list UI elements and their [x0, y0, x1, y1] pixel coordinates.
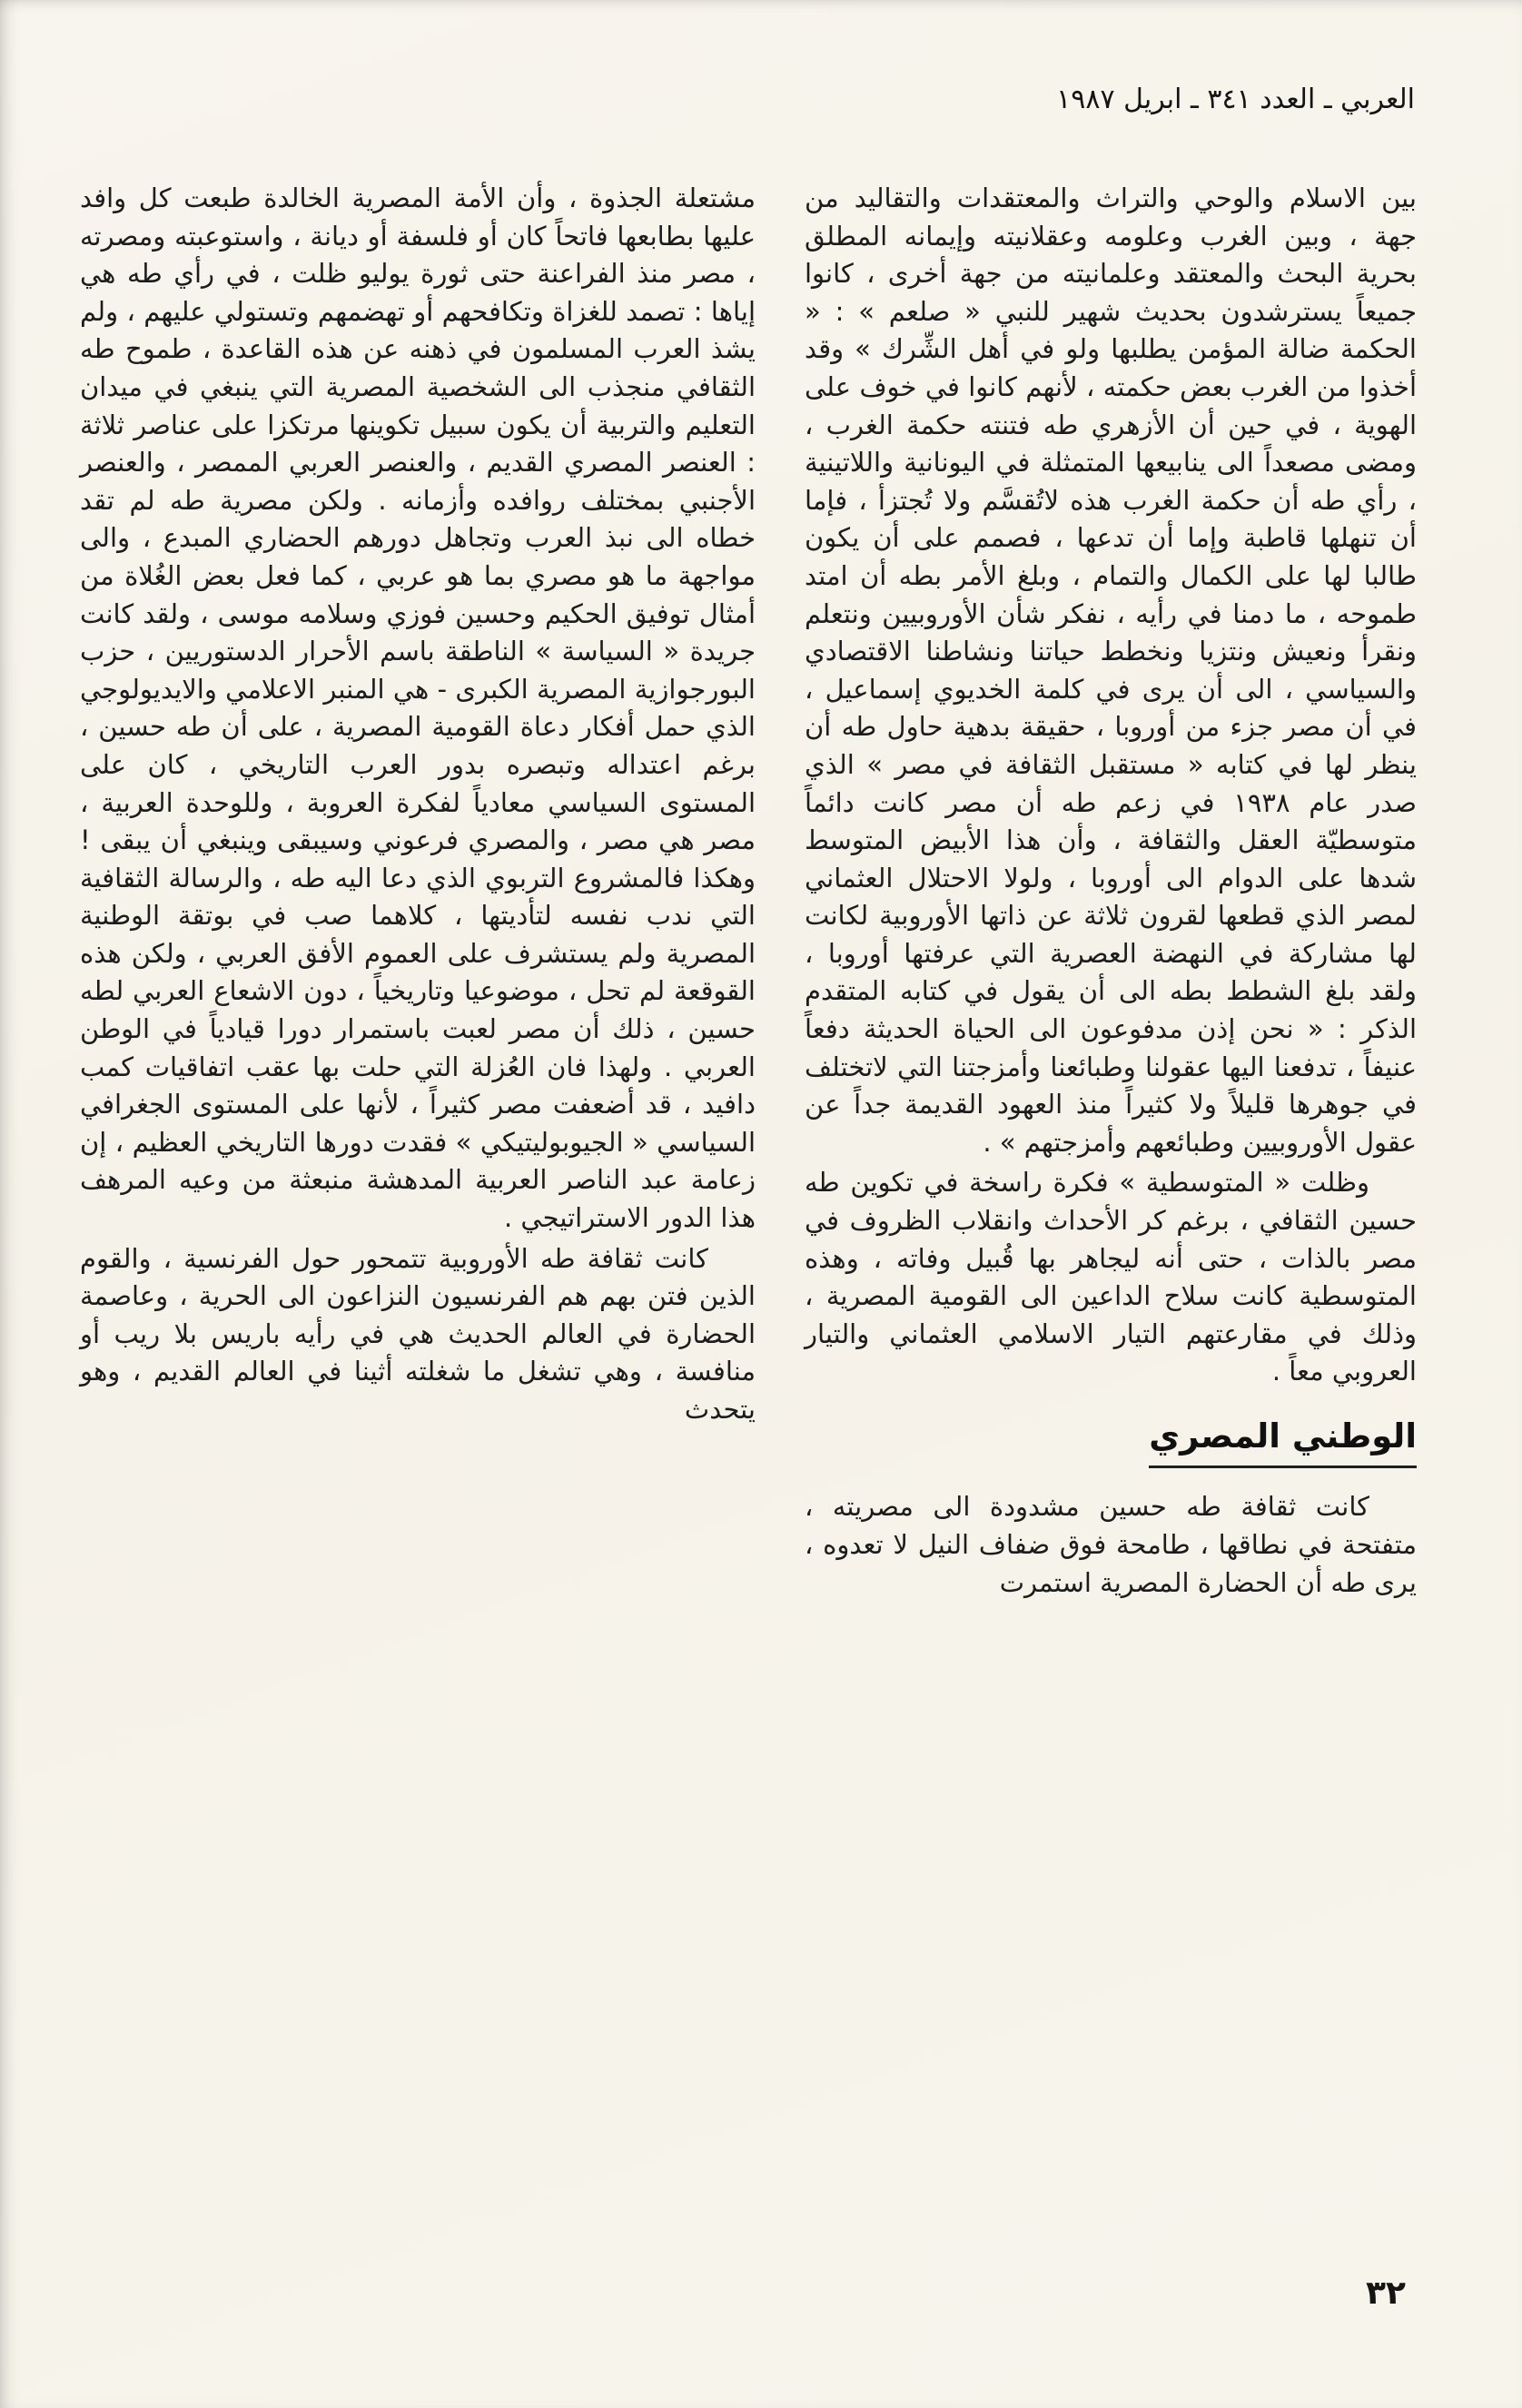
- right-column: [805, 180, 1417, 1602]
- paragraph: كانت ثقافة طه الأوروبية تتمحور حول الفرنسية ، والقوم الذين فتن بهم هم الفرنسيون النزاعون الى الحرية ، وعاصمة الحضارة في العالم الحديث هي في رأيه باريس بلا ريب أو منافسة ، وهي تشغل ما شغلته أثينا في العالم القديم ، وهو يتحدث: [80, 1242, 756, 1425]
- section-heading: [805, 1416, 1417, 1468]
- paragraph: وظلت « المتوسطية » فكرة راسخة في تكوين طه حسين الثقافي ، برغم كر الأحداث وانقلاب الظروف في مصر بالذات ، حتى أنه ليجاهر بها قُبيل وفاته ، وهذه المتوسطية كانت سلاح الداعين الى القومية المصرية ، وذلك في مقارعتهم التيار الاسلامي العثماني والتيار العروبي معاً .: [805, 1167, 1417, 1387]
- paragraph: بين الاسلام والوحي والتراث والمعتقدات والتقاليد من جهة ، وبين الغرب وعلومه وعقلانيته وإيمانه المطلق بحرية البحث والمعتقد وعلمانيته من جهة أخرى ، كانوا جميعاً يسترشدون بحديث شهير للنبي « صلعم » : « الحكمة ضالة المؤمن يطلبها ولو في أهل الشِّرك » وقد أخذوا من الغرب بعض حكمته ، لأنهم كانوا في خوف على الهوية ، في حين أن الأزهري طه فتنته حكمة الغرب ، ومضى مصعداً الى ينابيعها المتمثلة في اليونانية واللاتينية ، رأي طه أن حكمة الغرب هذه لاتُقسَّم ولا تُجتزأ ، فإما أن تنهلها قاطبة وإما أن تدعها ، فصمم على أن يكون طالبا لها على الكمال والتمام ، وبلغ الأمر بطه أن امتد طموحه ، ما دمنا في رأيه ، نفكر شأن الأوروبيين ونتعلم ونقرأ ونعيش ونتزيا ونخطط حياتنا ونشاطنا الاقتصادي والسياسي ، الى أن يرى في كلمة الخديوي إسماعيل ، في أن مصر جزء من أوروبا ، حقيقة بدهية حاول طه أن ينظر لها في كتابه « مستقبل الثقافة في مصر » الذي صدر عام ١٩٣٨ في زعم طه أن مصر كانت دائماً متوسطيّة العقل والثقافة ، وأن هذا الأبيض المتوسط شدها على الدوام الى أوروبا ، ولولا الاحتلال العثماني لمصر الذي قطعها لقرون ثلاثة عن ذاتها الأوروبية لكانت لها مشاركة في النهضة العصرية التي عرفتها أوروبا ، ولقد بلغ الشطط بطه الى أن يقول في كتابه المتقدم الذكر : « نحن إذن مدفوعون الى الحياة الحديثة دفعاً عنيفاً ، تدفعنا اليها عقولنا وطبائعنا وأمزجتنا التي لاتختلف في جوهرها قليلاً ولا كثيراً منذ العهود القديمة جداً عن عقول الأوروبيين وطبائعهم وأمزجتهم » .: [805, 183, 1418, 1158]
- issue-header: العربي ـ العدد ٣٤١ ـ ابريل ١٩٨٧: [1056, 84, 1415, 115]
- paragraph: مشتعلة الجذوة ، وأن الأمة المصرية الخالدة طبعت كل وافد عليها بطابعها فاتحاً كان أو فلسفة أو ديانة ، واستوعبته ومصرته ، مصر منذ الفراعنة حتى ثورة يوليو ظلت ، في رأي طه هي إياها : تصمد للغزاة وتكافحهم أو تهضمهم وتستولي عليهم ، ولم يشذ العرب المسلمون في ذهنه عن هذه القاعدة ، طموح طه الثقافي منجذب الى الشخصية المصرية التي ينبغي في ميدان التعليم والتربية أن يكون سبيل تكوينها مرتكزا على عناصر ثلاثة : العنصر المصري القديم ، والعنصر العربي الممصر ، والعنصر الأجنبي بمختلف روافده وأزمانه . ولكن مصرية طه لم تقد خطاه الى نبذ العرب وتجاهل دورهم الحضاري المبدع ، والى مواجهة ما هو مصري بما هو عربي ، كما فعل بعض الغُلاة من أمثال توفيق الحكيم وحسين فوزي وسلامه موسى ، ولقد كانت جريدة « السياسة » الناطقة باسم الأحرار الدستوريين ، حزب البورجوازية المصرية الكبرى - هي المنبر الاعلامي والايديولوجي الذي حمل أفكار دعاة القومية المصرية ، على أن طه حسين ، برغم اعتداله وتبصره بدور العرب التاريخي ، كان على المستوى السياسي معادياً لفكرة العروبة ، وللوحدة العربية ، مصر هي مصر ، والمصري فرعوني وسيبقى وينبغي أن يبقى ! وهكذا فالمشروع التربوي الذي دعا اليه طه ، والرسالة الثقافية التي ندب نفسه لتأديتها ، كلاهما صب في بوتقة الوطنية المصرية ولم يستشرف على العموم الأفق العربي ، ولكن هذه القوقعة لم تحل ، موضوعيا وتاريخياً ، دون الاشعاع العربي لطه حسين ، ذلك أن مصر لعبت باستمرار دورا قيادياً في الوطن العربي . ولهذا فان العُزلة التي حلت بها عقب اتفاقيات كمب دافيد ، قد أضعفت مصر كثيراً ، لأنها على المستوى الجغرافي السياسي « الجيوبوليتيكي » فقدت دورها التاريخي العظيم ، إن زعامة عبد الناصر العربية المدهشة منبعثة من وعيه المرهف هذا الدور الاستراتيجي .: [80, 183, 756, 1234]
- page-number: ٣٢: [1366, 2275, 1406, 2312]
- section-heading-text: الوطني المصري: [1149, 1416, 1417, 1468]
- paragraph: كانت ثقافة طه حسين مشدودة الى مصريته ، متفتحة في نطاقها ، طامحة فوق ضفاف النيل لا تعدوه ، يرى طه أن الحضارة المصرية استمرت: [805, 1491, 1417, 1598]
- text-columns: [80, 180, 1417, 1602]
- left-column: [80, 180, 756, 1602]
